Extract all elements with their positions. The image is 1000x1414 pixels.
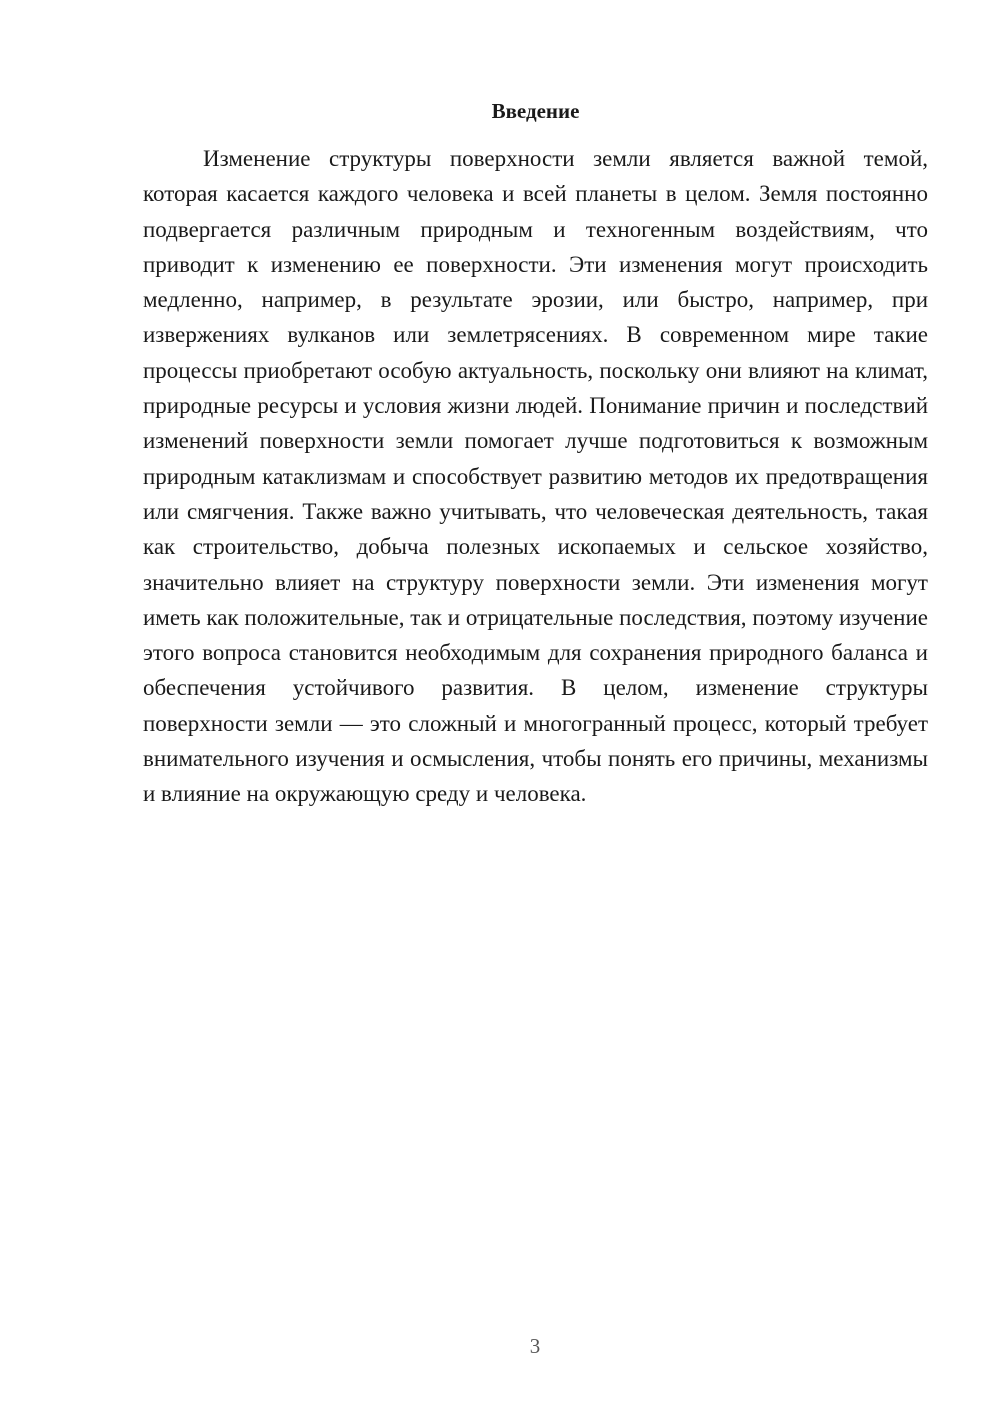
page-number: 3 <box>529 1334 541 1358</box>
section-heading: Введение <box>491 99 580 123</box>
body-paragraph: Изменение структуры поверхности земли является важной темой, которая касается каждого человека и всей планеты в целом. Земля постоянно подвергается различным природным и техногенным воздействиям, что приводит к изменению ее поверхности. Эти изменения могут происходить медленно, например, в результате эрозии, или быстро, например, при извержениях вулканов или землетрясениях. В современном мире такие процессы приобретают особую актуальность, поскольку они влияют на климат, природные ресурсы и условия жизни людей. Понимание причин и последствий изменений поверхности земли помогает лучше подготовиться к возможным природным катаклизмам и способствует развитию методов их предотвращения или смягчения. Также важно учитывать, что человеческая деятельность, такая как строительство, добыча полезных ископаемых и сельское хозяйство, значительно влияет на структуру поверхности земли. Эти изменения могут иметь как положительные, так и отрицательные последствия, поэтому изучение этого вопроса становится необходимым для сохранения природного баланса и обеспечения устойчивого развития. В целом, изменение структуры поверхности земли — это сложный и многогранный процесс, который требует внимательного изучения и осмысления, чтобы понять его причины, механизмы и влияние на окружающую среду и человека. <box>143 146 928 807</box>
